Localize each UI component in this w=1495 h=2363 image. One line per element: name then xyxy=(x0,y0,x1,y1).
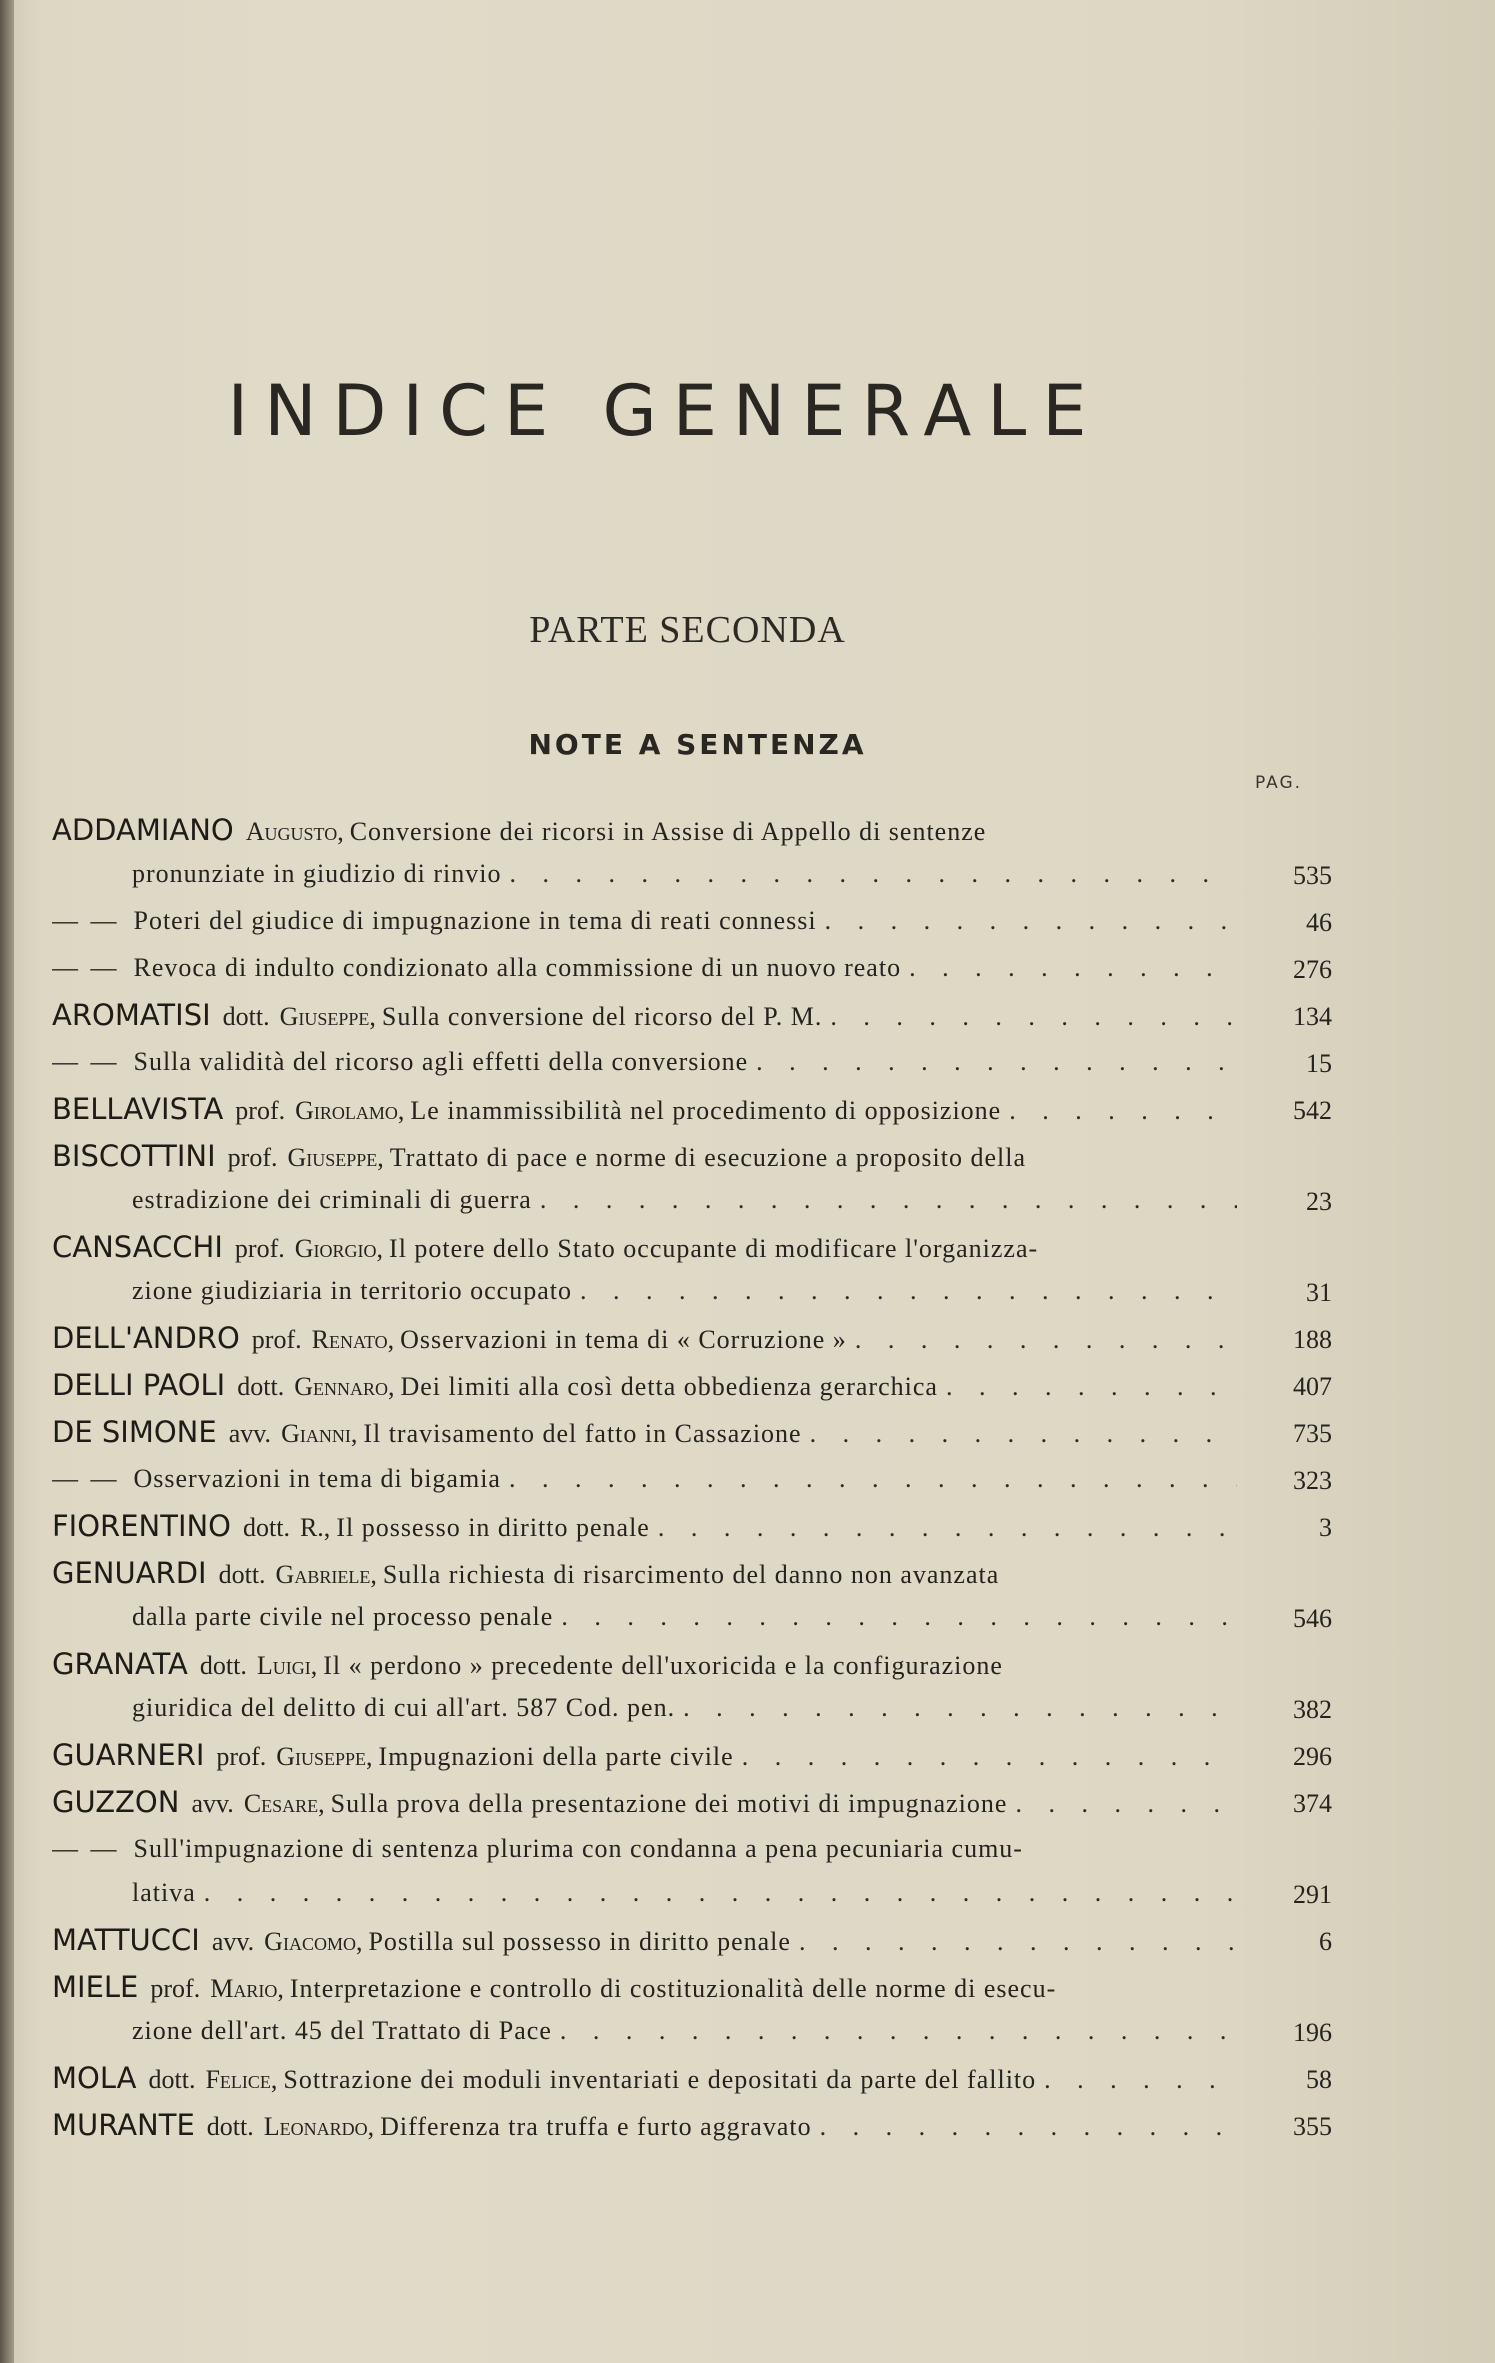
author-title: dott. xyxy=(237,1372,285,1401)
entry-line xyxy=(52,1363,1237,1407)
index-entry xyxy=(52,1733,1332,1780)
leader-dots xyxy=(561,1595,1237,1639)
author-title: dott. xyxy=(222,1002,270,1031)
leader-dots xyxy=(560,2009,1237,2053)
index-entry xyxy=(52,899,1332,946)
index-entry xyxy=(52,993,1332,1040)
entry-line xyxy=(52,1642,1237,1686)
author-title: avv. xyxy=(191,1789,234,1818)
entry-continuation-line xyxy=(52,2009,1237,2053)
page-number: 355 xyxy=(1293,2112,1332,2141)
ditto-dash: — — xyxy=(52,1834,120,1863)
author-first-name: Renato, xyxy=(311,1325,395,1354)
author-title: prof. xyxy=(150,1974,201,2003)
author-surname: CANSACCHI xyxy=(52,1230,223,1264)
author-surname: BISCOTTINI xyxy=(52,1139,216,1173)
entry-title: Trattato di pace e norme di esecuzione a proposito della xyxy=(389,1143,1027,1172)
entry-line xyxy=(52,1551,1237,1595)
entry-continuation-line xyxy=(52,1269,1237,1313)
page-binding-edge xyxy=(0,0,14,2363)
entry-title: Il possesso in diritto penale xyxy=(336,1513,650,1542)
leader-dots xyxy=(742,1735,1237,1777)
entry-line xyxy=(52,1965,1237,2009)
entry-title: Il travisamento del fatto in Cassazione xyxy=(363,1419,802,1448)
page-number: 23 xyxy=(1306,1187,1332,1216)
leader-dots xyxy=(799,1920,1237,1962)
page-number: 542 xyxy=(1293,1096,1332,1125)
leader-dots xyxy=(830,995,1237,1037)
page-number: 323 xyxy=(1293,1466,1332,1495)
author-surname: BELLAVISTA xyxy=(52,1092,224,1126)
entry-title: Impugnazioni della parte civile xyxy=(378,1742,734,1771)
entry-title: Il « perdono » precedente dell'uxoricida e la configurazione xyxy=(323,1651,1003,1680)
entry-title: Il potere dello Stato occupante di modificare l'organizza- xyxy=(389,1234,1039,1263)
index-entry xyxy=(52,1504,1332,1551)
author-surname: MIELE xyxy=(52,1970,139,2004)
index-entry xyxy=(52,1827,1332,1918)
entry-title: Dei limiti alla così detta obbedienza gerarchica xyxy=(400,1372,938,1401)
index-entry xyxy=(52,2103,1332,2150)
author-title: prof. xyxy=(216,1742,267,1771)
entry-line xyxy=(52,899,1237,943)
entry-title-continued: zione dell'art. 45 del Trattato di Pace xyxy=(132,2016,552,2045)
author-title: avv. xyxy=(228,1419,272,1448)
index-entry xyxy=(52,1457,1332,1504)
leader-dots xyxy=(204,1871,1237,1915)
entry-line xyxy=(52,2103,1237,2147)
author-first-name: Giorgio, xyxy=(294,1234,384,1263)
leader-dots xyxy=(510,852,1238,896)
page-column-label: PAG. xyxy=(1255,773,1303,793)
entry-line xyxy=(52,1087,1237,1131)
page-number: 382 xyxy=(1293,1695,1332,1724)
author-first-name: Girolamo, xyxy=(295,1096,405,1125)
entry-continuation-line xyxy=(52,1595,1237,1639)
section-heading: NOTE A SENTENZA xyxy=(528,728,867,761)
index-entry xyxy=(52,1642,1332,1733)
leader-dots xyxy=(756,1040,1237,1084)
entry-title: Postilla sul possesso in diritto penale xyxy=(368,1927,791,1956)
page-number: 3 xyxy=(1319,1513,1332,1542)
ditto-dash: — — xyxy=(52,1047,120,1076)
author-first-name: Giuseppe, xyxy=(287,1143,384,1172)
author-first-name: Luigi, xyxy=(256,1651,318,1680)
author-first-name: R., xyxy=(299,1513,331,1542)
page-number: 46 xyxy=(1306,908,1332,937)
entry-title-continued: pronunziate in giudizio di rinvio xyxy=(132,859,502,888)
index-entry xyxy=(52,1965,1332,2056)
entry-title: Osservazioni in tema di bigamia xyxy=(133,1464,501,1493)
author-first-name: Giuseppe, xyxy=(276,1742,373,1771)
index-entry xyxy=(52,808,1332,899)
entry-line xyxy=(52,1827,1237,1871)
index-entry xyxy=(52,946,1332,993)
author-title: dott. xyxy=(148,2065,196,2094)
page-number: 188 xyxy=(1293,1325,1332,1354)
page-number: 31 xyxy=(1306,1278,1332,1307)
page-number: 296 xyxy=(1293,1742,1332,1771)
author-title: prof. xyxy=(251,1325,302,1354)
page-number: 58 xyxy=(1306,2065,1332,2094)
leader-dots xyxy=(1009,1089,1237,1131)
entry-title: Sulla validità del ricorso agli effetti della conversione xyxy=(133,1047,749,1076)
entry-title: Sulla prova della presentazione dei motivi di impugnazione xyxy=(330,1789,1008,1818)
author-first-name: Leonardo, xyxy=(263,2112,375,2141)
leader-dots xyxy=(580,1269,1237,1313)
author-first-name: Cesare, xyxy=(243,1789,325,1818)
author-surname: DELL'ANDRO xyxy=(52,1321,240,1355)
index-entry xyxy=(52,1918,1332,1965)
author-surname: MURANTE xyxy=(52,2108,195,2142)
entry-line xyxy=(52,1225,1237,1269)
index-entry xyxy=(52,1363,1332,1410)
entry-title: Sulla richiesta di risarcimento del danno non avanzata xyxy=(382,1560,1000,1589)
author-title: dott. xyxy=(206,2112,254,2141)
entry-line xyxy=(52,946,1237,990)
entry-line xyxy=(52,1410,1237,1454)
leader-dots xyxy=(1044,2058,1237,2100)
author-first-name: Felice, xyxy=(205,2065,278,2094)
author-title: dott. xyxy=(218,1560,266,1589)
author-title: avv. xyxy=(211,1927,255,1956)
entry-line xyxy=(52,2056,1237,2100)
author-title: prof. xyxy=(234,1234,285,1263)
index-entry xyxy=(52,2056,1332,2103)
entry-continuation-line xyxy=(52,852,1237,896)
entry-title-continued: estradizione dei criminali di guerra xyxy=(132,1185,532,1214)
entry-continuation-line xyxy=(52,1871,1237,1915)
leader-dots xyxy=(909,946,1237,990)
entry-title-continued: zione giudiziaria in territorio occupato xyxy=(132,1276,572,1305)
index-entry xyxy=(52,1040,1332,1087)
entry-title: Differenza tra truffa e furto aggravato xyxy=(380,2112,812,2141)
index-entry xyxy=(52,1225,1332,1316)
author-surname: MATTUCCI xyxy=(52,1923,200,1957)
entry-line xyxy=(52,1780,1237,1824)
leader-dots xyxy=(825,899,1237,943)
author-first-name: Mario, xyxy=(210,1974,284,2003)
entry-title: Sulla conversione del ricorso del P. M. xyxy=(381,1002,823,1031)
entry-title: Interpretazione e controllo di costituzionalità delle norme di esecu- xyxy=(289,1974,1057,2003)
page-number: 374 xyxy=(1293,1789,1332,1818)
index-entry xyxy=(52,1410,1332,1457)
entry-title: Osservazioni in tema di « Corruzione » xyxy=(400,1325,847,1354)
leader-dots xyxy=(855,1318,1237,1360)
leader-dots xyxy=(946,1365,1237,1407)
entry-line xyxy=(52,808,1237,852)
ditto-dash: — — xyxy=(52,906,120,935)
entry-line xyxy=(52,1040,1237,1084)
author-first-name: Gianni, xyxy=(281,1419,358,1448)
author-title: prof. xyxy=(227,1143,278,1172)
author-surname: DELLI PAOLI xyxy=(52,1368,226,1402)
page-number: 735 xyxy=(1293,1419,1332,1448)
page-number: 546 xyxy=(1293,1604,1332,1633)
entry-line xyxy=(52,1504,1237,1548)
entry-title: Conversione dei ricorsi in Assise di Appello di sentenze xyxy=(349,817,987,846)
author-surname: GUARNERI xyxy=(52,1738,205,1772)
ditto-dash: — — xyxy=(52,1464,120,1493)
entry-line xyxy=(52,1316,1237,1360)
leader-dots xyxy=(540,1178,1237,1222)
entry-title-continued: lativa xyxy=(132,1878,196,1907)
author-title: prof. xyxy=(235,1096,286,1125)
leader-dots xyxy=(509,1457,1237,1501)
index-entry xyxy=(52,1316,1332,1363)
author-surname: DE SIMONE xyxy=(52,1415,217,1449)
author-surname: AROMATISI xyxy=(52,998,211,1032)
page-number: 535 xyxy=(1293,861,1332,890)
author-title: dott. xyxy=(243,1513,290,1542)
author-surname: FIORENTINO xyxy=(52,1509,232,1543)
author-first-name: Giuseppe, xyxy=(279,1002,376,1031)
index-entry xyxy=(52,1087,1332,1134)
part-heading: PARTE SECONDA xyxy=(529,609,846,651)
page-number: 196 xyxy=(1293,2018,1332,2047)
entry-title-continued: giuridica del delitto di cui all'art. 587 Cod. pen. xyxy=(132,1693,676,1722)
page-number: 6 xyxy=(1319,1927,1332,1956)
entry-continuation-line xyxy=(52,1178,1237,1222)
entry-line xyxy=(52,1733,1237,1777)
ditto-dash: — — xyxy=(52,953,120,982)
author-surname: MOLA xyxy=(52,2061,137,2095)
leader-dots xyxy=(820,2105,1237,2147)
author-title: dott. xyxy=(199,1651,247,1680)
entry-title: Sottrazione dei moduli inventariati e depositati da parte del fallito xyxy=(283,2065,1037,2094)
entry-title: Revoca di indulto condizionato alla commissione di un nuovo reato xyxy=(133,953,902,982)
page-number: 291 xyxy=(1293,1880,1332,1909)
author-surname: GRANATA xyxy=(52,1647,188,1681)
page-number: 134 xyxy=(1293,1002,1332,1031)
entry-title-continued: dalla parte civile nel processo penale xyxy=(132,1602,554,1631)
index-list xyxy=(52,808,1332,2150)
author-surname: ADDAMIANO xyxy=(52,813,234,847)
index-entry xyxy=(52,1551,1332,1642)
index-entry xyxy=(52,1780,1332,1827)
entry-line xyxy=(52,1457,1237,1501)
entry-title: Sull'impugnazione di sentenza plurima con condanna a pena pecuniaria cumu- xyxy=(133,1834,1023,1863)
entry-title: Poteri del giudice di impugnazione in tema di reati connessi xyxy=(133,906,817,935)
author-first-name: Giacomo, xyxy=(264,1927,363,1956)
page-title: INDICE GENERALE xyxy=(227,370,1103,452)
entry-title: Le inammissibilità nel procedimento di opposizione xyxy=(410,1096,1002,1125)
page-number: 276 xyxy=(1293,955,1332,984)
leader-dots xyxy=(683,1686,1237,1730)
page-number: 15 xyxy=(1306,1049,1332,1078)
leader-dots xyxy=(658,1506,1237,1548)
entry-continuation-line xyxy=(52,1686,1237,1730)
leader-dots xyxy=(1015,1782,1237,1824)
entry-line xyxy=(52,1134,1237,1178)
page-number: 407 xyxy=(1293,1372,1332,1401)
author-surname: GENUARDI xyxy=(52,1556,207,1590)
author-first-name: Gabriele, xyxy=(275,1560,377,1589)
leader-dots xyxy=(810,1412,1237,1454)
author-first-name: Gennaro, xyxy=(294,1372,395,1401)
author-first-name: Augusto, xyxy=(245,817,344,846)
entry-line xyxy=(52,993,1237,1037)
entry-line xyxy=(52,1918,1237,1962)
author-surname: GUZZON xyxy=(52,1785,180,1819)
index-entry xyxy=(52,1134,1332,1225)
